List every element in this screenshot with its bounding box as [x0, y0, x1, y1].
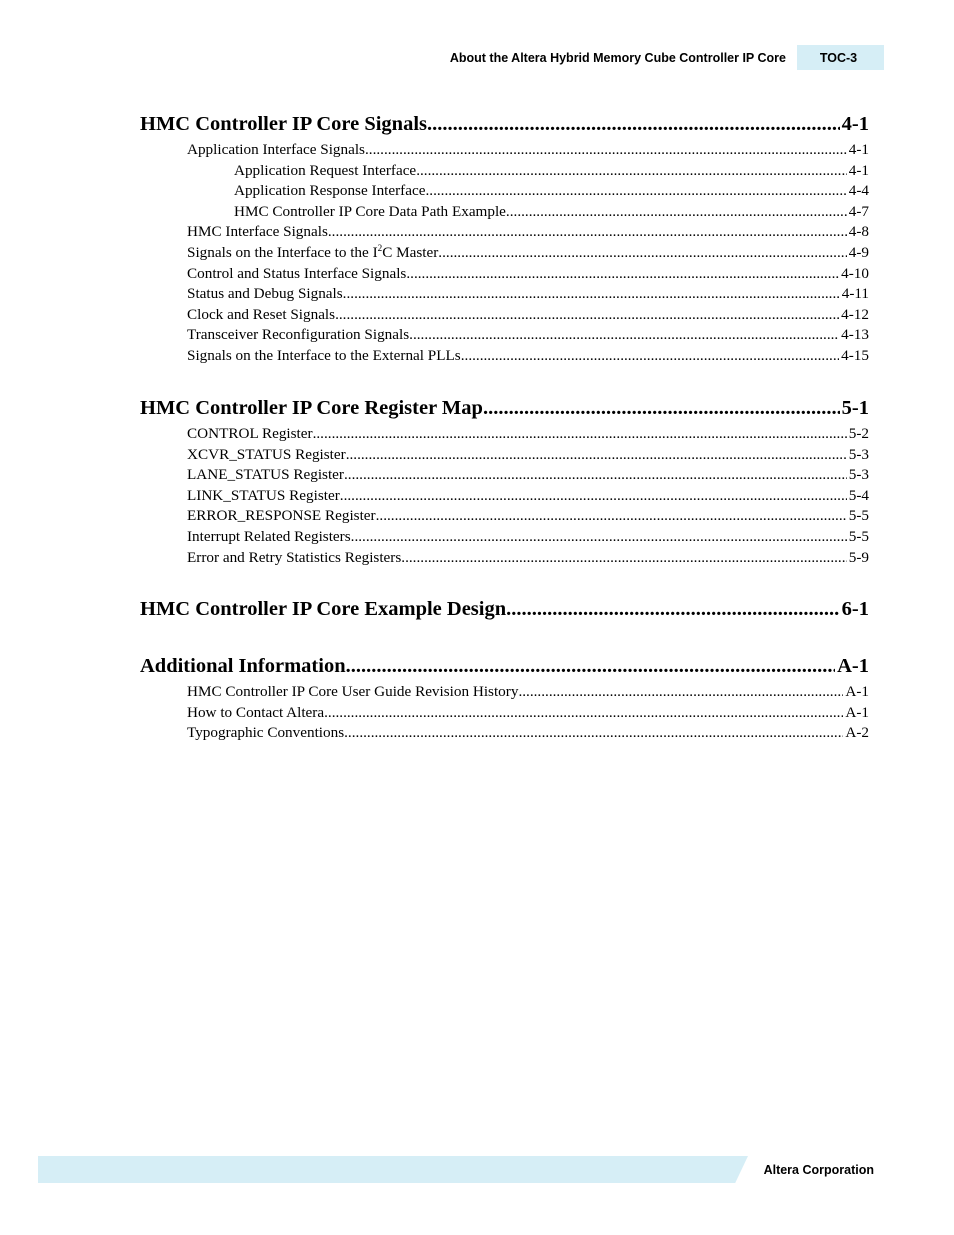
toc-entry-title: Control and Status Interface Signals	[187, 264, 407, 282]
toc-entry[interactable]	[187, 446, 869, 464]
toc-leader-dots	[313, 425, 847, 443]
toc-page-number: 4-1	[848, 141, 869, 158]
footer-company: Altera Corporation	[763, 1163, 874, 1177]
toc-entry[interactable]	[234, 182, 869, 200]
toc-entry-title: LANE_STATUS Register	[187, 466, 344, 484]
toc-page-number: 5-9	[848, 548, 869, 566]
toc-entry[interactable]	[187, 306, 869, 324]
toc-section-title: HMC Controller IP Core Register Map	[140, 397, 483, 419]
toc-page-number: 5-1	[841, 397, 869, 419]
toc-leader-dots	[340, 487, 847, 505]
toc-leader-dots	[346, 446, 847, 464]
toc-page-number: 4-11	[841, 285, 869, 303]
toc-leader-dots	[483, 397, 840, 420]
toc-section-heading[interactable]	[140, 113, 869, 136]
toc-page-number: 4-15	[841, 347, 869, 364]
toc-leader-dots	[346, 655, 836, 678]
toc-entry-title: ERROR_RESPONSE Register	[187, 507, 376, 525]
toc-entry-title: CONTROL Register	[187, 425, 313, 442]
toc-section-heading[interactable]	[140, 598, 869, 621]
toc-page-number: 4-9	[848, 244, 869, 261]
toc-entry[interactable]	[187, 683, 869, 701]
toc-entry[interactable]	[187, 265, 869, 283]
toc-page-number: 6-1	[841, 598, 869, 620]
toc-page-number: 4-4	[848, 182, 869, 200]
toc-page-number: 4-1	[841, 113, 869, 135]
toc-leader-dots	[401, 549, 846, 567]
toc-leader-dots	[335, 306, 839, 324]
toc-leader-dots	[406, 265, 839, 283]
toc-page-number: A-2	[845, 724, 869, 742]
toc-page-number: 4-1	[848, 161, 869, 179]
toc-page-number: 4-12	[841, 305, 869, 323]
toc-leader-dots	[328, 223, 847, 241]
toc-entry-title: Application Response Interface	[234, 182, 426, 200]
toc-leader-dots	[506, 598, 840, 621]
toc-page-number: A-1	[845, 683, 869, 700]
toc-leader-dots	[438, 244, 846, 262]
toc-entry[interactable]	[187, 347, 869, 365]
toc-entry[interactable]	[187, 285, 869, 303]
toc-leader-dots	[344, 466, 847, 484]
toc-leader-dots	[409, 326, 839, 344]
toc-entry-title: HMC Controller IP Core User Guide Revision History	[187, 683, 519, 700]
footer-band	[38, 1156, 748, 1183]
toc-leader-dots	[427, 113, 840, 136]
toc-entry[interactable]	[187, 326, 869, 344]
toc-page-number: 5-2	[848, 425, 869, 442]
toc-leader-dots	[324, 704, 843, 722]
toc-entry-title: LINK_STATUS Register	[187, 486, 340, 504]
toc-entry-title: XCVR_STATUS Register	[187, 445, 346, 463]
toc-page-number: 4-13	[841, 326, 869, 344]
toc-section-heading[interactable]	[140, 397, 869, 420]
toc-entry-title: Signals on the Interface to the $I^2C$ Master	[187, 244, 439, 261]
toc-entry-title: How to Contact Altera	[187, 703, 325, 721]
toc-entry[interactable]	[187, 528, 869, 546]
toc-entry-title: Error and Retry Statistics Registers	[187, 548, 402, 566]
toc-leader-dots	[365, 141, 847, 159]
toc-leader-dots	[425, 182, 846, 200]
toc-leader-dots	[506, 203, 847, 221]
toc-entry-title: Clock and Reset Signals	[187, 305, 336, 323]
toc-page-number: A-1	[837, 655, 869, 677]
toc-page-number: 5-5	[848, 528, 869, 545]
toc-entry[interactable]	[187, 507, 869, 525]
toc-page-number: 4-10	[841, 264, 869, 282]
toc-section-title: HMC Controller IP Core Example Design	[140, 598, 507, 620]
toc-leader-dots	[416, 162, 847, 180]
toc-leader-dots	[376, 507, 847, 525]
toc-page-number: A-1	[845, 703, 869, 721]
toc-entry-title: Typographic Conventions	[187, 724, 345, 742]
toc-entry-title: Signals on the Interface to the External PLLs	[187, 347, 461, 364]
toc-entry-title: Transceiver Reconfiguration Signals	[187, 326, 410, 344]
toc-page-number: 5-3	[848, 466, 869, 484]
toc-entry[interactable]	[187, 244, 869, 262]
toc-page-number: 5-4	[848, 486, 869, 504]
toc-section-title: Additional Information	[140, 655, 346, 677]
toc-entry-title: Application Interface Signals	[187, 141, 365, 158]
page-number-tab: TOC-3	[797, 45, 884, 70]
toc-entry[interactable]	[187, 487, 869, 505]
toc-page-number: 4-8	[848, 223, 869, 241]
toc-entry[interactable]	[234, 162, 869, 180]
toc-entry-title: Interrupt Related Registers	[187, 528, 351, 545]
toc-leader-dots	[344, 724, 843, 742]
toc-entry[interactable]	[234, 203, 869, 221]
toc-entry[interactable]	[187, 223, 869, 241]
toc-leader-dots	[461, 347, 839, 365]
running-header-title: About the Altera Hybrid Memory Cube Controller IP Core	[449, 51, 786, 65]
toc-entry[interactable]	[187, 466, 869, 484]
toc-page-number: 5-5	[848, 507, 869, 525]
toc-leader-dots	[351, 528, 847, 546]
toc-section-heading[interactable]	[140, 655, 869, 678]
toc-page-number: 4-7	[848, 202, 869, 220]
toc-entry-title: Application Request Interface	[234, 161, 417, 179]
toc-entry[interactable]	[187, 724, 869, 742]
toc-entry-title: HMC Interface Signals	[187, 223, 328, 241]
toc-entry[interactable]	[187, 549, 869, 567]
toc-entry-title: Status and Debug Signals	[187, 285, 343, 303]
toc-entry-title: HMC Controller IP Core Data Path Example	[234, 202, 506, 220]
toc-page-number: 5-3	[848, 445, 869, 463]
toc-entry[interactable]	[187, 704, 869, 722]
toc-leader-dots	[343, 285, 840, 303]
toc-leader-dots	[518, 683, 843, 701]
toc-entry[interactable]	[187, 425, 869, 443]
toc-entry[interactable]	[187, 141, 869, 159]
toc-section-title: HMC Controller IP Core Signals	[140, 113, 427, 135]
